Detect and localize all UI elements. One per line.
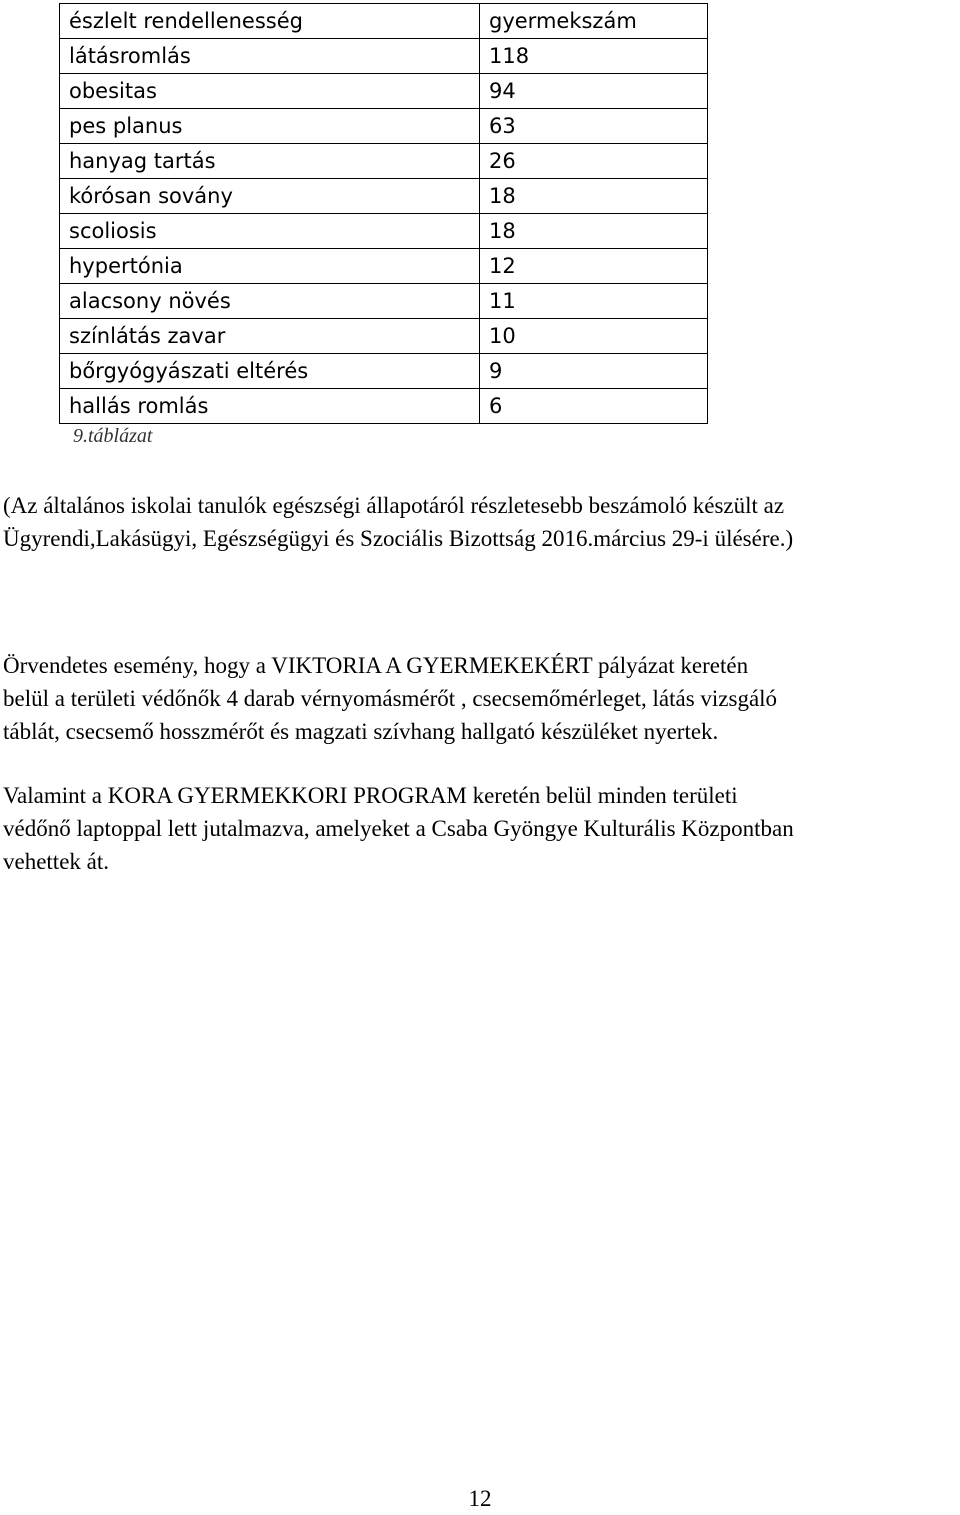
table-row [60,319,708,354]
row-value: 94 [480,74,708,109]
row-value: 18 [480,214,708,249]
paragraph-line: belül a területi védőnők 4 darab vérnyomásmérőt , csecsemőmérleget, látás vizsgáló [3,686,778,711]
row-label: hallás romlás [60,389,480,424]
row-label: bőrgyógyászati eltérés [60,354,480,389]
table-caption: 9.táblázat [73,425,153,447]
row-label: pes planus [60,109,480,144]
paragraph-line: táblát, csecsemő hosszmérőt és magzati szívhang hallgató készüléket nyertek. [3,719,719,744]
row-label: hypertónia [60,249,480,284]
table-row [60,74,708,109]
paragraph-viktoria-grant [3,649,958,748]
header-cell-child-count: gyermekszám [480,4,708,39]
paragraph-line: Ügyrendi,Lakásügyi, Egészségügyi és Szociális Bizottság 2016.március 29-i ülésére.) [3,526,794,551]
row-value: 12 [480,249,708,284]
table-row [60,39,708,74]
table-row [60,249,708,284]
row-value: 11 [480,284,708,319]
row-value: 10 [480,319,708,354]
row-label: hanyag tartás [60,144,480,179]
table-row [60,179,708,214]
row-label: scoliosis [60,214,480,249]
row-label: kórósan sovány [60,179,480,214]
row-label: alacsony növés [60,284,480,319]
abnormality-table [59,3,708,424]
paragraph-line: Valamint a KORA GYERMEKKORI PROGRAM keretén belül minden területi [3,783,738,808]
header-cell-abnormality: észlelt rendellenesség [60,4,480,39]
paragraph-line: (Az általános iskolai tanulók egészségi állapotáról részletesebb beszámoló készült az [3,493,785,518]
table-row [60,284,708,319]
row-value: 6 [480,389,708,424]
row-value: 18 [480,179,708,214]
row-value: 26 [480,144,708,179]
paragraph-line: vehettek át. [3,849,110,874]
row-label: obesitas [60,74,480,109]
row-value: 9 [480,354,708,389]
row-value: 63 [480,109,708,144]
table-row [60,354,708,389]
page-number: 12 [468,1486,492,1511]
table-row [60,144,708,179]
row-label: színlátás zavar [60,319,480,354]
table-header-row [60,4,708,39]
paragraph-kora-program [3,779,958,878]
row-value: 118 [480,39,708,74]
paragraph-report-note [3,489,958,555]
table-row [60,389,708,424]
table-row [60,109,708,144]
paragraph-line: védőnő laptoppal lett jutalmazva, amelyeket a Csaba Gyöngye Kulturális Központban [3,816,794,841]
paragraph-line: Örvendetes esemény, hogy a VIKTORIA A GYERMEKEKÉRT pályázat keretén [3,653,749,678]
table-row [60,214,708,249]
row-label: látásromlás [60,39,480,74]
